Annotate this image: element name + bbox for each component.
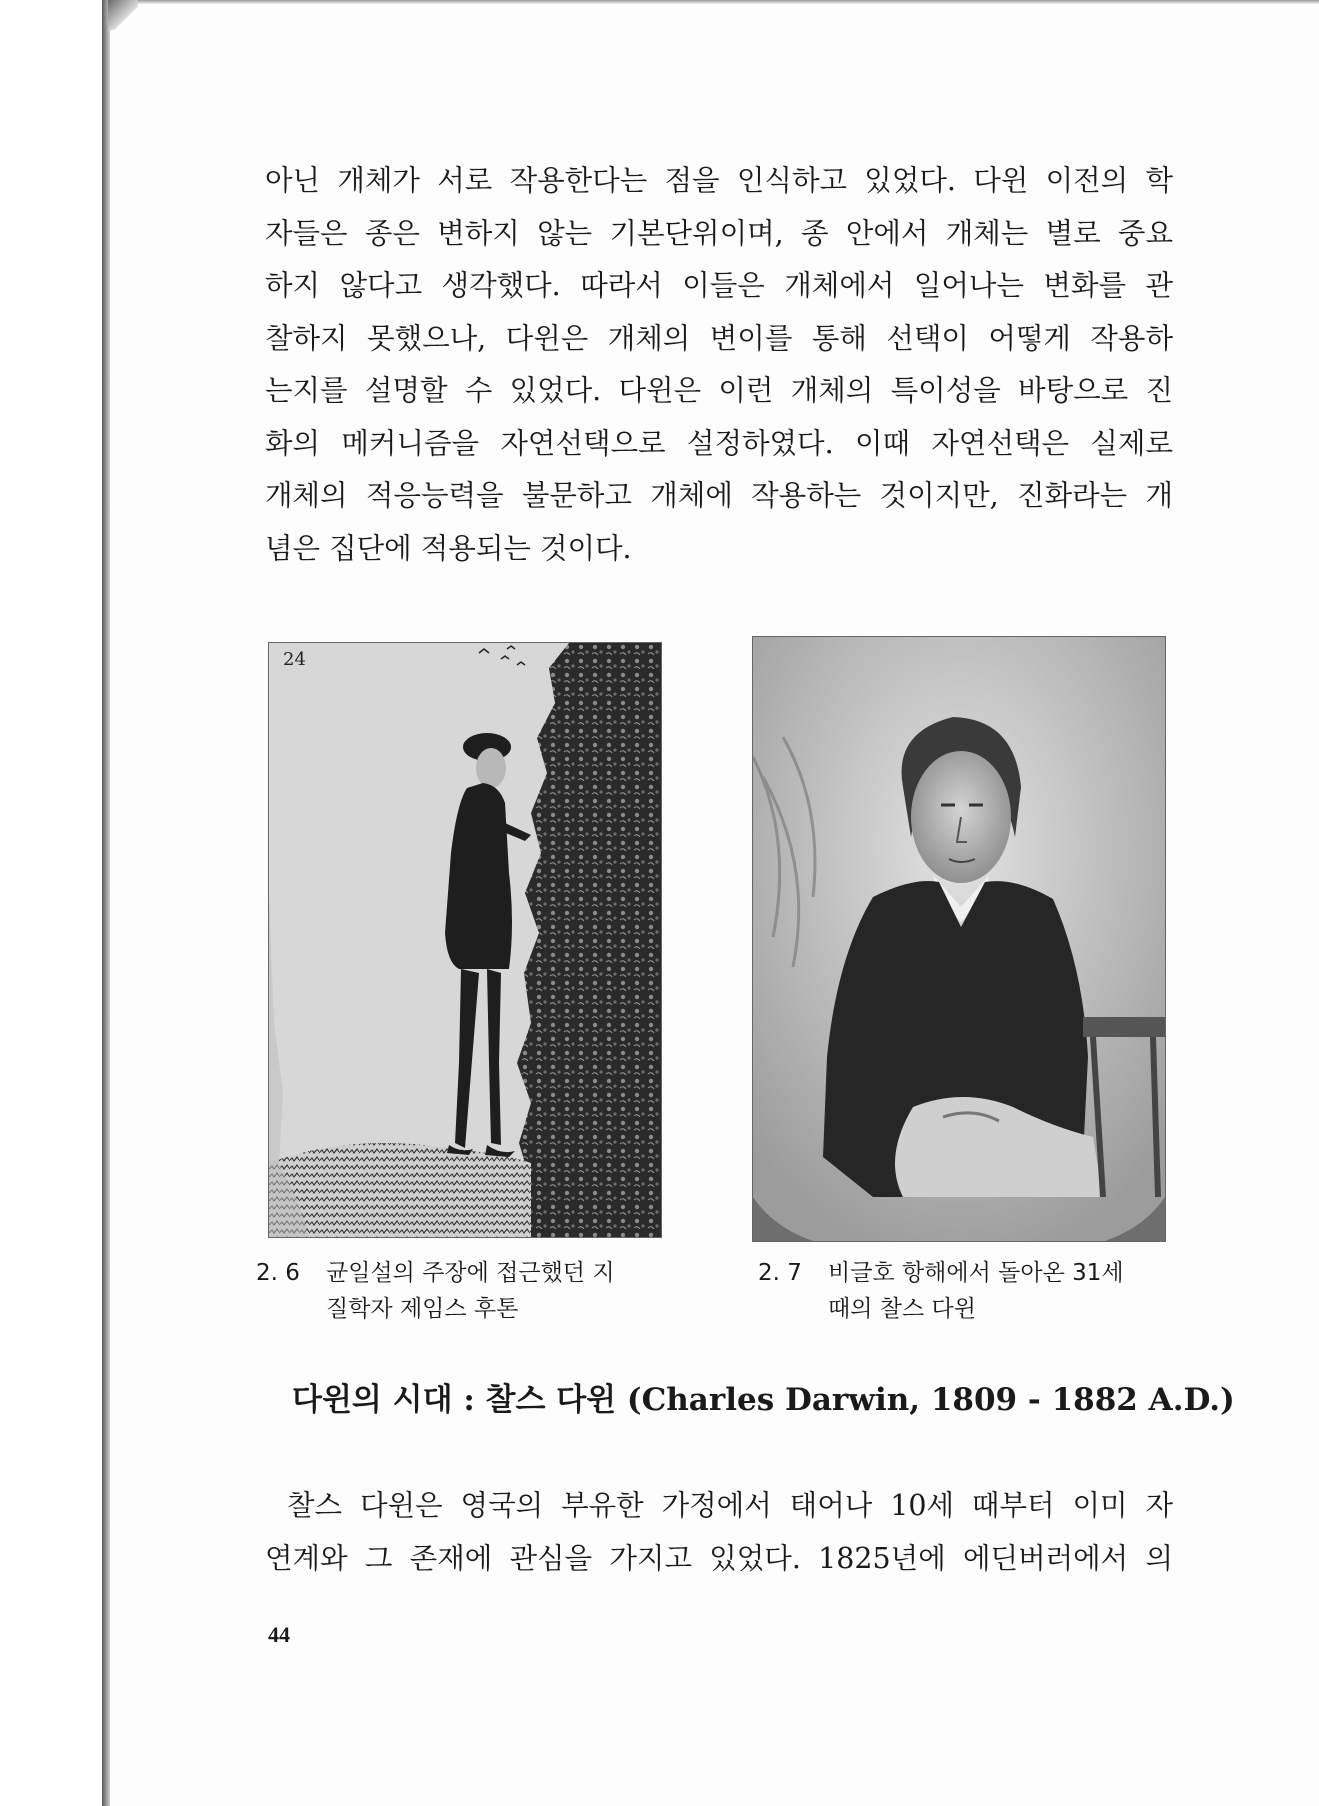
text-line: 념은 집단에 적용되는 것이다. — [265, 531, 632, 565]
figure-caption-left — [256, 1255, 676, 1335]
body-paragraph-bottom — [265, 1480, 1173, 1585]
section-heading: 다윈의 시대 : 찰스 다윈 (Charles Darwin, 1809 - 1882 A.D.) — [292, 1382, 1235, 1418]
page-number: 44 — [268, 1622, 290, 1647]
page-corner-fold — [108, 0, 138, 30]
caption-line: 질학자 제임스 후톤 — [326, 1296, 519, 1322]
darwin-portrait — [753, 637, 1165, 1241]
text-line: 연계와 그 존재에 관심을 가지고 있었다. 1825년에 에딘버러에서 의 — [265, 1541, 1173, 1575]
page-top-edge — [108, 0, 1319, 4]
caption-line: 비글호 항해에서 돌아온 31세 — [828, 1260, 1124, 1286]
figure-number: 2. 7 — [758, 1260, 802, 1286]
caption-line: 균일설의 주장에 접근했던 지 — [326, 1260, 615, 1286]
text-line: 자들은 종은 변하지 않는 기본단위이며, 종 안에서 개체는 별로 중요 — [265, 216, 1173, 250]
figure-caption-right — [758, 1255, 1178, 1335]
figure-number: 2. 6 — [256, 1260, 300, 1286]
body-paragraph-top — [265, 155, 1173, 575]
text-line: 찰스 다윈은 영국의 부유한 가정에서 태어나 10세 때부터 이미 자 — [287, 1489, 1173, 1522]
page-binding-shadow — [102, 0, 110, 1806]
text-line: 화의 메커니즘을 자연선택으로 설정하였다. 이때 자연선택은 실제로 — [265, 426, 1173, 460]
figure-corner-label: 24 — [283, 649, 306, 670]
text-line: 아닌 개체가 서로 작용한다는 점을 인식하고 있었다. 다윈 이전의 학 — [265, 164, 1173, 197]
figure-james-hutton — [268, 642, 662, 1238]
text-line: 개체의 적응능력을 불문하고 개체에 작용하는 것이지만, 진화라는 개 — [265, 479, 1173, 512]
text-line: 찰하지 못했으나, 다윈은 개체의 변이를 통해 선택이 어떻게 작용하 — [265, 321, 1173, 355]
hutton-illustration — [269, 643, 661, 1237]
text-line: 는지를 설명할 수 있었다. 다윈은 이런 개체의 특이성을 바탕으로 진 — [265, 374, 1173, 407]
caption-line: 때의 찰스 다윈 — [828, 1296, 976, 1322]
figure-charles-darwin — [752, 636, 1166, 1242]
text-line: 하지 않다고 생각했다. 따라서 이들은 개체에서 일어나는 변화를 관 — [265, 269, 1173, 302]
